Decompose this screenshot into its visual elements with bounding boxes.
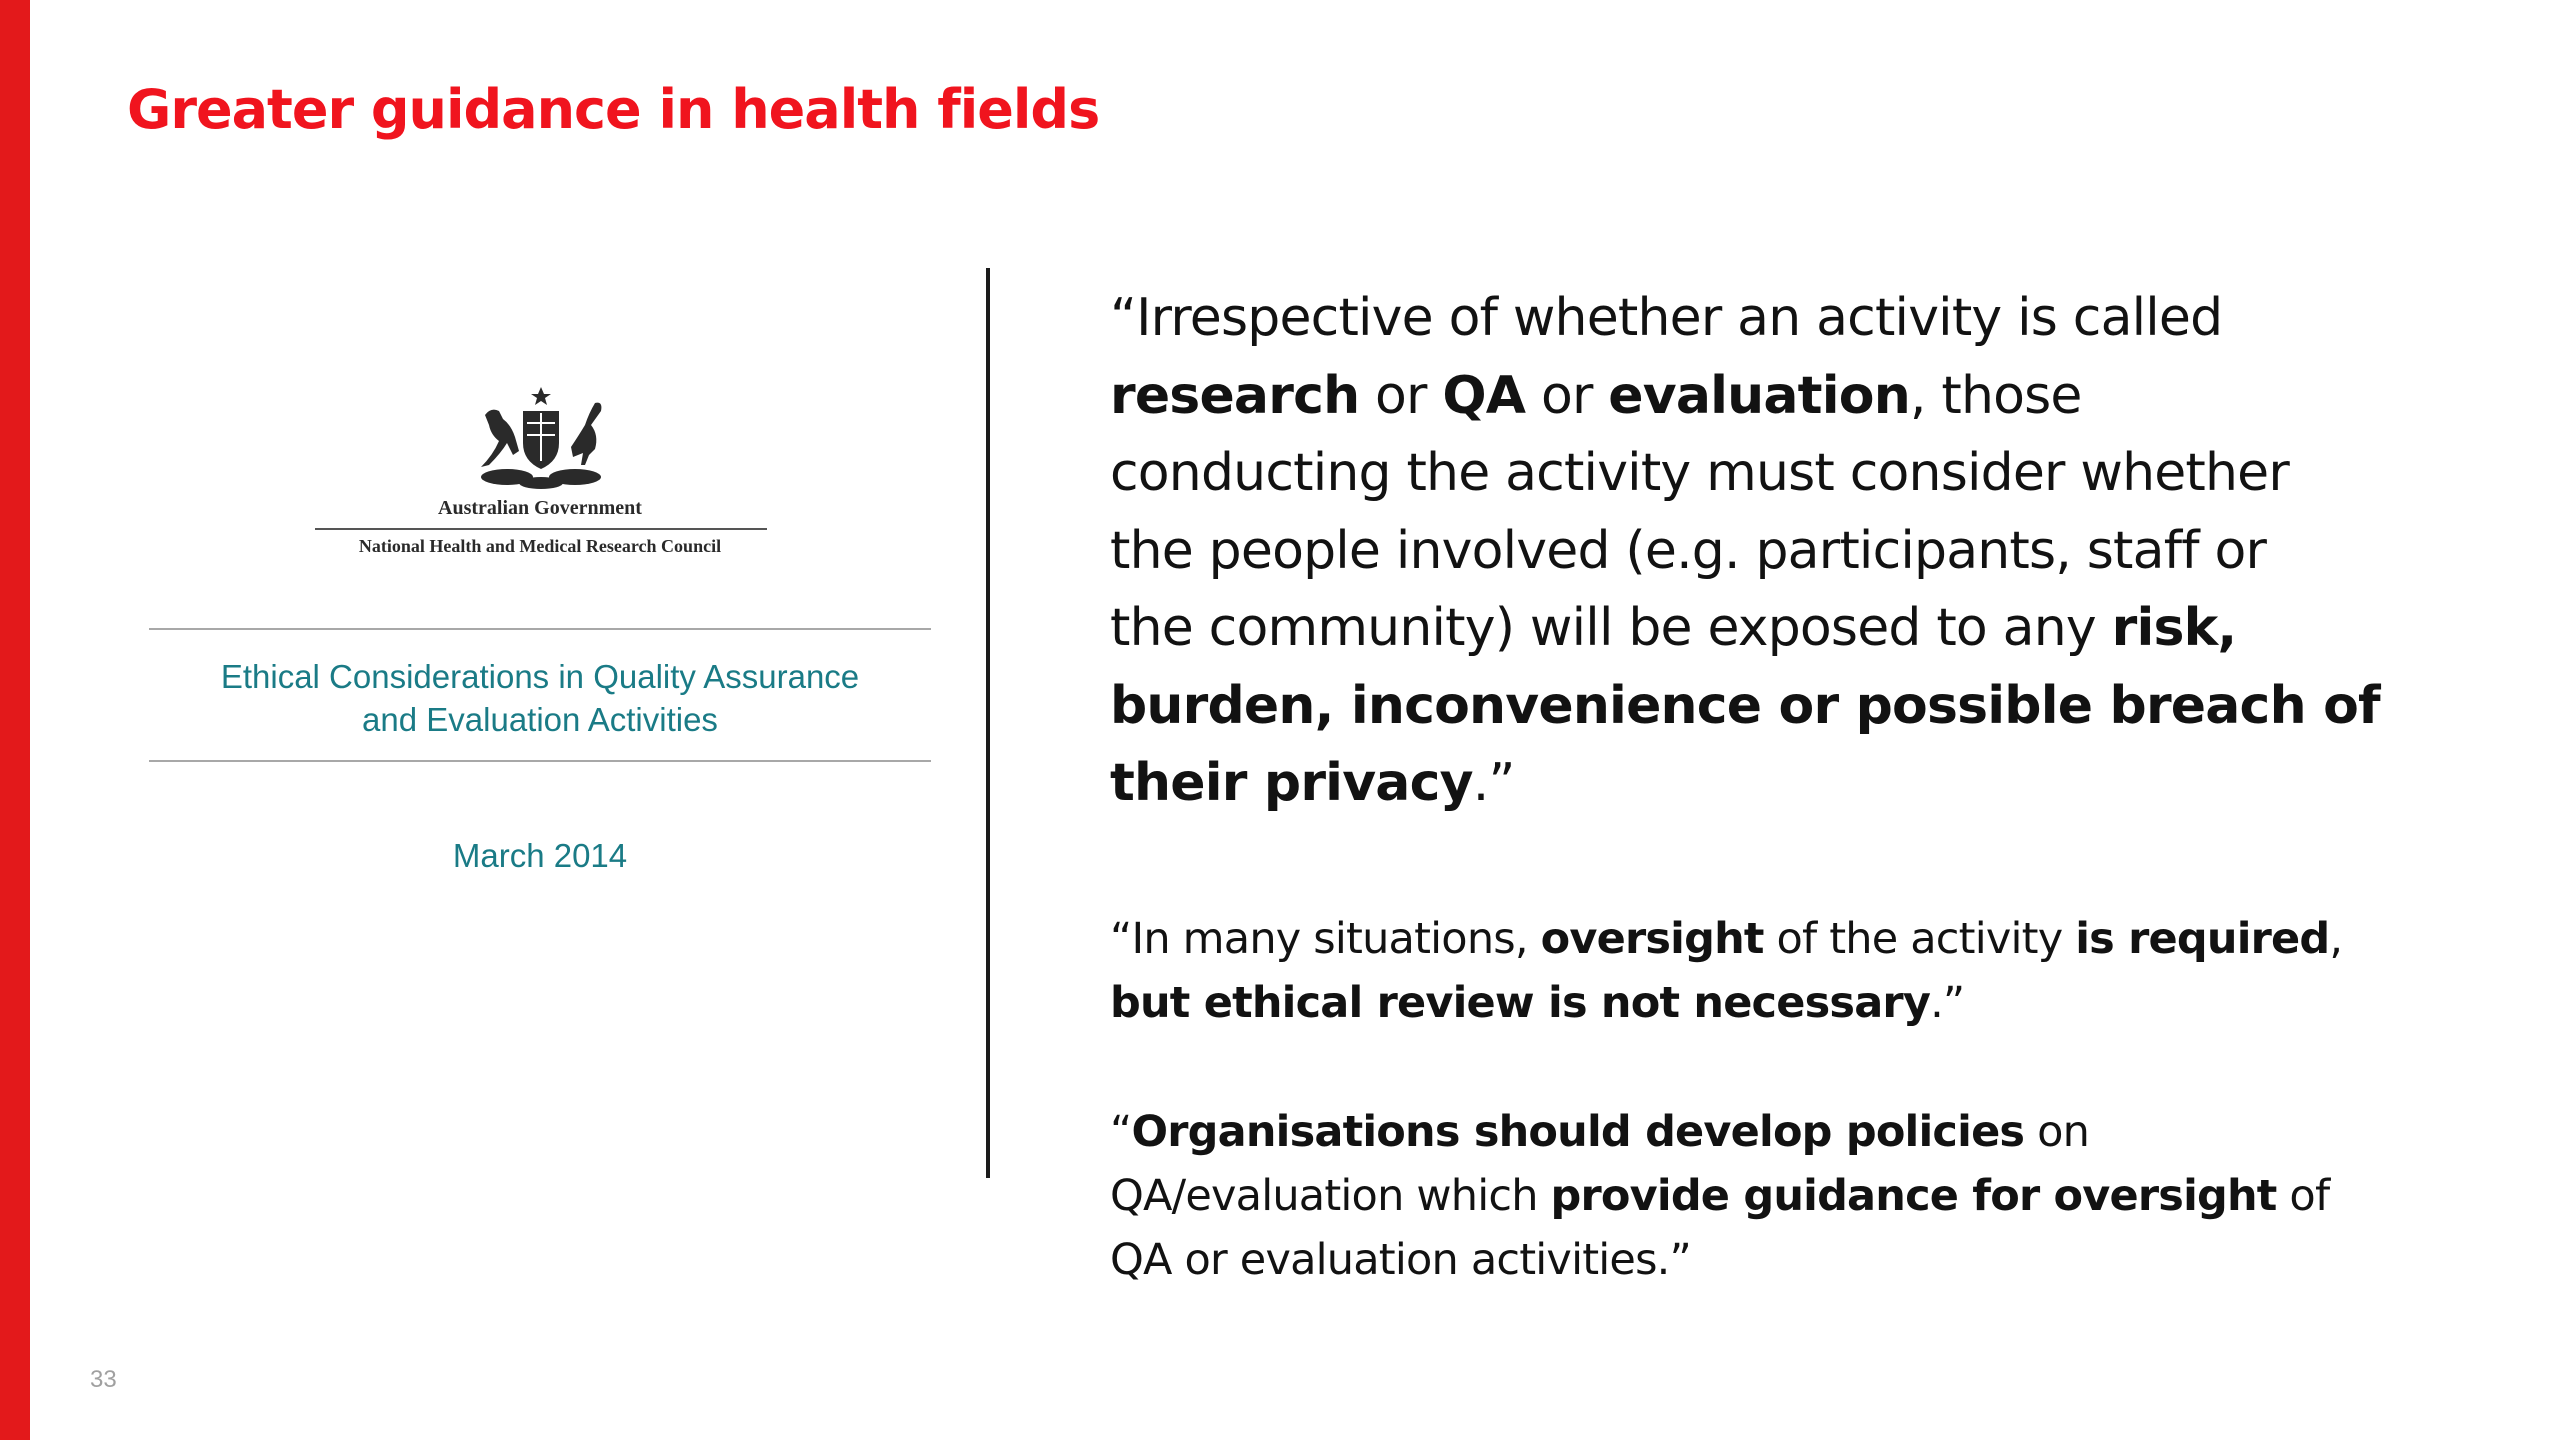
quote-emphasis: QA [1442,365,1526,426]
vertical-divider [986,268,990,1178]
quote-emphasis: research [1110,365,1360,426]
quote-emphasis: burden, inconvenience or possible breach of [1110,675,2380,736]
quote-emphasis: is required [2075,914,2330,964]
quote-emphasis: provide guidance for oversight [1550,1171,2277,1221]
government-rule [315,528,767,530]
quote-line [1110,1228,2329,1292]
quote-emphasis: Organisations should develop policies [1131,1107,2025,1157]
quote-line [1110,971,2342,1035]
quote-text: conducting the activity must consider whether [1110,443,2289,503]
australian-coat-of-arms-icon [467,385,615,493]
quote-text: the people involved (e.g. participants, staff or [1110,520,2267,581]
quote-organisations [1110,1100,2329,1292]
quote-line [1110,280,2380,358]
quote-text: the community) will be exposed to any [1110,598,2112,658]
council-name: National Health and Medical Research Council [358,536,722,556]
quote-text: or [1359,365,1443,426]
slide-title: Greater guidance in health fields [127,78,1100,141]
document-title-line-1: Ethical Considerations in Quality Assurance [220,658,860,695]
quote-line [1110,590,2380,668]
quote-text: QA/evaluation which [1110,1171,1551,1221]
document-cover-image [145,385,935,905]
quote-emphasis: oversight [1540,914,1764,964]
document-date: March 2014 [452,837,628,874]
quote-text: “In many situations, [1110,914,1541,964]
cover-rule-bottom [149,760,931,762]
quote-text: or [1525,365,1609,426]
document-title-line-2: and Evaluation Activities [362,701,718,738]
quote-emphasis: but ethical review is not necessary [1110,978,1931,1028]
quote-line [1110,1100,2329,1164]
quote-oversight [1110,907,2342,1035]
quote-line [1110,907,2342,971]
quote-text: .” [1930,978,1965,1028]
page-number: 33 [90,1366,117,1393]
quote-emphasis: risk, [2111,598,2237,658]
quote-irrespective [1110,280,2380,823]
quote-text: .” [1472,753,1515,813]
quote-text: , [2329,914,2343,964]
quote-line [1110,668,2380,746]
government-name: Australian Government [438,497,642,519]
quote-text: of the activity [1763,914,2076,964]
quote-text: on [2024,1107,2090,1157]
quote-emphasis: their privacy [1110,753,1473,813]
quote-text: of [2276,1171,2330,1221]
quote-text: , those [1909,365,2082,426]
quote-line [1110,513,2380,591]
quote-text: “Irrespective of whether an activity is called [1110,288,2223,348]
document-title [145,655,935,741]
quote-emphasis: evaluation [1608,365,1910,426]
quote-line [1110,435,2380,513]
quote-text: QA or evaluation activities.” [1110,1235,1692,1285]
cover-rule-top [149,628,931,630]
quote-line [1110,1164,2329,1228]
accent-bar [0,0,30,1440]
quote-line [1110,745,2380,823]
quote-text: “ [1110,1107,1132,1157]
quote-line [1110,358,2380,436]
